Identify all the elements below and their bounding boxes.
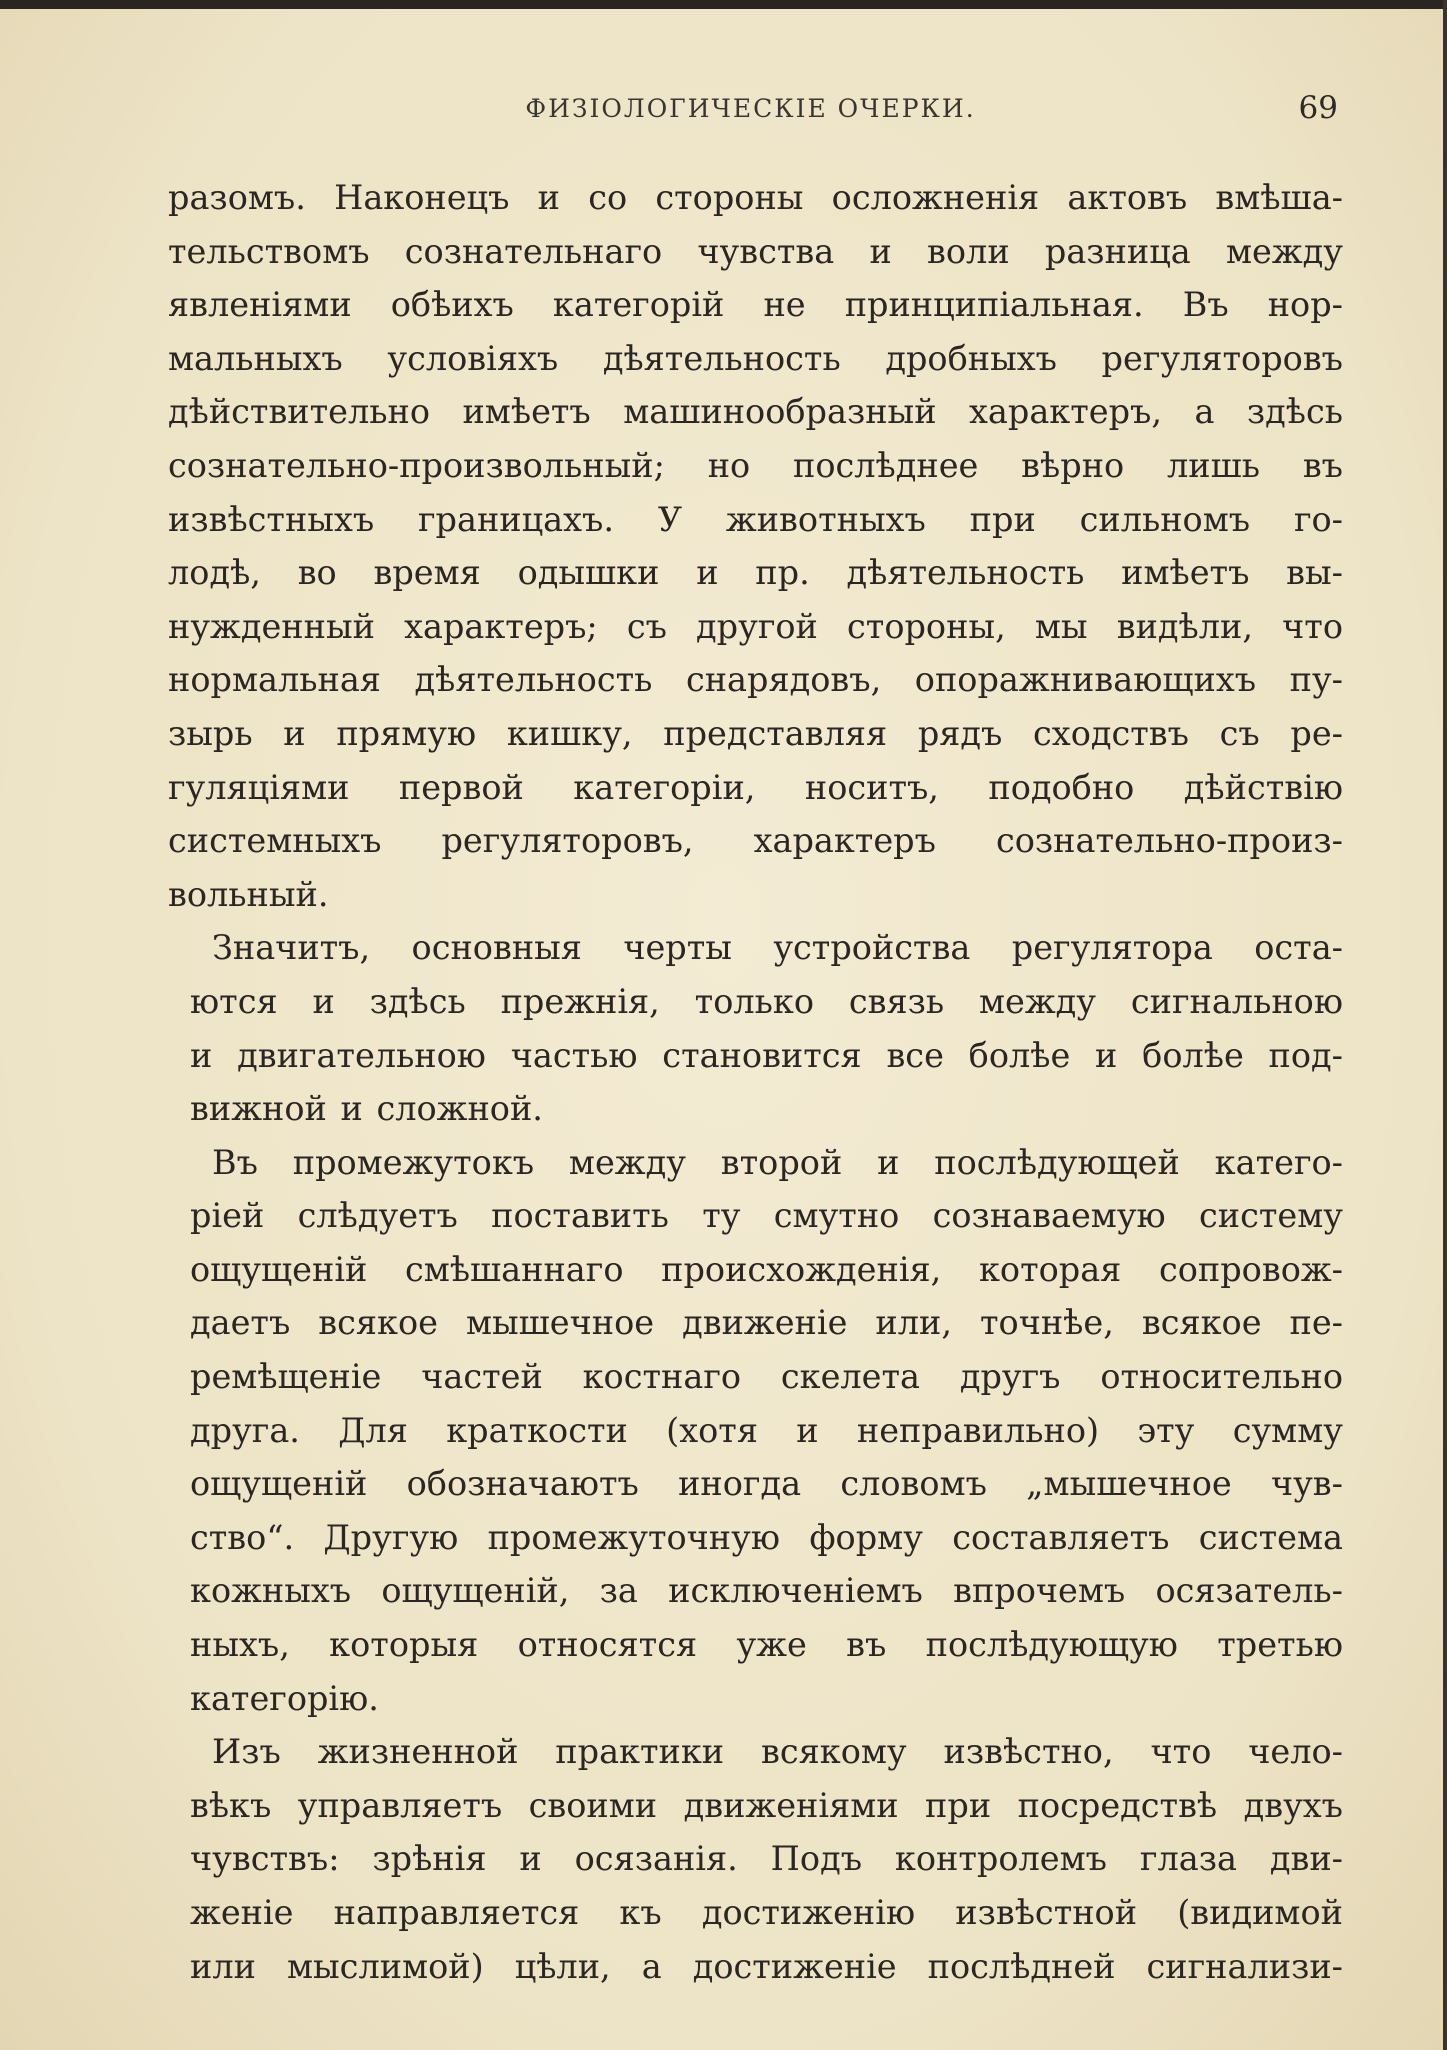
text-line: системныхъ регуляторовъ, характеръ сознательно-произ- bbox=[168, 821, 1343, 861]
text-line: вѣкъ управляетъ своими движеніями при посредствѣ двухъ bbox=[190, 1785, 1343, 1825]
paragraph-1 bbox=[168, 171, 1343, 921]
paragraph-3 bbox=[168, 1136, 1343, 1726]
text-line: сознательно-произвольный; но послѣднее вѣрно лишь въ bbox=[168, 445, 1343, 485]
text-line: Значитъ, основныя черты устройства регулятора оста- bbox=[212, 928, 1343, 968]
text-line: дѣйствительно имѣетъ машинообразный характеръ, а здѣсь bbox=[168, 392, 1343, 432]
text-line: даетъ всякое мышечное движеніе или, точнѣе, всякое пе- bbox=[190, 1303, 1343, 1343]
text-line: вижной и сложной. bbox=[190, 1089, 543, 1129]
text-line: ощущеній смѣшаннаго происхожденія, которая сопровож- bbox=[190, 1249, 1343, 1289]
running-title: ФИЗІОЛОГИЧЕСКІЕ ОЧЕРКИ. bbox=[525, 94, 976, 123]
text-line: нормальная дѣятельность снарядовъ, опоражнивающихъ пу- bbox=[168, 660, 1343, 700]
text-line: разомъ. Наконецъ и со стороны осложненія актовъ вмѣша- bbox=[168, 178, 1343, 217]
text-line: ріей слѣдуетъ поставить ту смутно сознаваемую систему bbox=[190, 1196, 1343, 1236]
text-line: категорію. bbox=[190, 1678, 379, 1718]
text-line: ныхъ, которыя относятся уже въ послѣдующую третью bbox=[190, 1625, 1343, 1665]
text-line: вольный. bbox=[168, 874, 329, 914]
body-text bbox=[168, 171, 1343, 1993]
text-line: или мыслимой) цѣли, а достиженіе послѣдней сигнализи- bbox=[190, 1946, 1343, 1986]
text-line: нужденный характеръ; съ другой стороны, мы видѣли, что bbox=[168, 606, 1343, 646]
paragraph-2 bbox=[168, 921, 1343, 1135]
text-line: ство“. Другую промежуточную форму составляетъ система bbox=[190, 1517, 1343, 1557]
text-line: чувствъ: зрѣнія и осязанія. Подъ контролемъ глаза дви- bbox=[190, 1839, 1343, 1879]
text-line: ются и здѣсь прежнія, только связь между сигнальною bbox=[190, 981, 1343, 1021]
scan-top-border bbox=[0, 0, 1447, 9]
text-line: тельствомъ сознательнаго чувства и воли разница между bbox=[168, 231, 1343, 271]
text-line: ощущеній обозначаютъ иногда словомъ „мышечное чув- bbox=[190, 1464, 1343, 1504]
text-line: ремѣщеніе частей костнаго скелета другъ относительно bbox=[190, 1357, 1343, 1397]
text-line: Въ промежутокъ между второй и послѣдующей катего- bbox=[212, 1142, 1343, 1182]
page-number: 69 bbox=[1298, 90, 1338, 126]
page-header bbox=[163, 90, 1338, 134]
text-line: друга. Для краткости (хотя и неправильно) эту сумму bbox=[190, 1410, 1343, 1450]
scan-right-border bbox=[1443, 0, 1447, 2050]
text-line: Изъ жизненной практики всякому извѣстно, что чело- bbox=[212, 1732, 1343, 1772]
text-line: мальныхъ условіяхъ дѣятельность дробныхъ регуляторовъ bbox=[168, 338, 1343, 378]
text-line: лодѣ, во время одышки и пр. дѣятельность имѣетъ вы- bbox=[168, 553, 1343, 593]
text-line: явленіями обѣихъ категорій не принципіальная. Въ нор- bbox=[168, 285, 1343, 325]
text-line: извѣстныхъ границахъ. У животныхъ при сильномъ го- bbox=[168, 499, 1343, 539]
text-line: кожныхъ ощущеній, за исключеніемъ впрочемъ осязатель- bbox=[190, 1571, 1343, 1611]
text-line: женіе направляется къ достиженію извѣстной (видимой bbox=[190, 1893, 1343, 1932]
text-line: зырь и прямую кишку, представляя рядъ сходствъ съ ре- bbox=[168, 713, 1343, 753]
paragraph-4 bbox=[168, 1725, 1343, 1993]
text-line: и двигательною частью становится все болѣе и болѣе под- bbox=[190, 1035, 1343, 1075]
text-line: гуляціями первой категоріи, носитъ, подобно дѣйствію bbox=[168, 767, 1343, 807]
